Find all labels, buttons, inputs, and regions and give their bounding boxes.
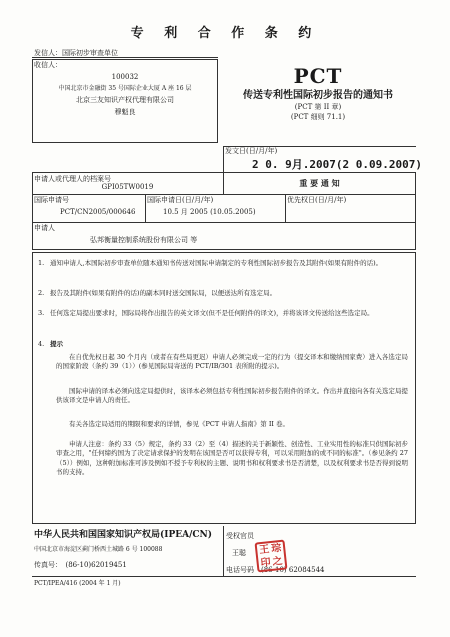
item-text: 报告及其附件(如果有附件的话)的副本同时送交国际局，以便送达所有选定局。 xyxy=(50,289,277,297)
office-name: 中华人民共和国国家知识产权局(IPEA/CN) xyxy=(34,530,213,540)
item-number: 3. xyxy=(38,309,45,317)
divider xyxy=(32,194,416,195)
recipient-agent: 穆魁良 xyxy=(114,108,136,116)
rule-label: (PCT 细则 71.1) xyxy=(290,113,346,121)
hints-paragraph: 国际申请的译本必须向选定局提供时，该译本必须包括专利性国际初步报告附件的译文。作出并直接向各有关选定局提供该译文是申请人的责任。 xyxy=(56,387,408,405)
form-id: PCT/IPEA/416 (2004 年 1 月) xyxy=(34,580,121,587)
intl-app-no-value: PCT/CN2005/000646 xyxy=(60,208,136,216)
intl-filing-date-value: 10.5 月 2005 (10.05.2005) xyxy=(163,208,256,216)
sender-line: 发信人：国际初步审查单位 xyxy=(34,49,118,57)
office-fax: 传真号： (86-10)62019451 xyxy=(34,561,127,569)
priority-date-label: 优先权日(日/月/年) xyxy=(287,196,347,204)
item-text: 通知申请人,本国际初步审查单位随本通知书传送对国际申请制定的专利性国际初步报告及其附件(如果有附件的话)。 xyxy=(50,259,383,267)
hints-paragraph: 在自优先权日起 30 个月内（或者在有些局更迟）申请人必须完成一定的行为（提交译本和缴纳国家费）进入各选定局的国家阶段（条约 39（1））(参见国际局寄送的 PCT/IB/301 表所附的提示)。 xyxy=(56,353,408,371)
item-number: 1. xyxy=(38,259,45,267)
applicant-value: 弘邦衡量控制系统股份有限公司 等 xyxy=(90,236,198,244)
intl-filing-date-label: 国际申请日(日/月/年) xyxy=(147,196,214,204)
official-seal: 王 琮 印 之 xyxy=(255,540,288,573)
pct-heading: PCT xyxy=(293,64,343,88)
applicant-label: 申请人 xyxy=(34,224,55,232)
officer-name: 王聪 xyxy=(232,549,246,557)
hints-heading: 提示 xyxy=(50,340,63,348)
recipient-label: 收信人： xyxy=(34,61,62,69)
divider xyxy=(285,194,286,222)
recipient-postcode: 100032 xyxy=(111,73,139,81)
divider xyxy=(145,194,146,222)
document-title: 专 利 合 作 条 约 xyxy=(130,26,320,41)
divider xyxy=(223,146,224,172)
divider xyxy=(223,526,224,576)
divider xyxy=(32,576,416,577)
chapter-label: (PCT 第 II 章) xyxy=(294,103,342,111)
recipient-firm: 北京三友知识产权代理有限公司 xyxy=(76,96,174,104)
item-number: 4. xyxy=(38,340,45,348)
mailing-date-value: 2 0. 9月.2007(2 0.09.2007) xyxy=(252,158,422,171)
divider xyxy=(32,57,218,58)
intl-app-no-label: 国际申请号 xyxy=(34,196,69,204)
file-ref-label: 申请人或代理人的档案号 xyxy=(34,175,111,183)
office-address: 中国北京市海淀区蓟门桥西土城路 6 号 100088 xyxy=(34,546,163,553)
officer-phone: 电话号码 (86-10) 62084544 xyxy=(226,566,325,574)
recipient-address: 中国北京市金融街 35 号国际企业大厦 A 座 16 层 xyxy=(58,85,192,92)
mailing-date-label: 发文日(日/月/年) xyxy=(225,147,278,155)
hints-paragraph: 有关各选定局适用的期限和要求的详情，参见《PCT 申请人指南》第 II 卷。 xyxy=(69,420,290,428)
officer-label: 受权官员 xyxy=(226,532,254,540)
hints-paragraph: 申请人注意：条约 33（5）规定，条约 33（2）至（4）描述的关于新颖性、创造性、工业实用性的标准只供国际初步审查之用，"任何缔约国为了决定请求保护的发明在该国是否可以获得专利，可以采用附加的或不同的标准"。（参见条约 27（5））例如，这种附加标准可涉及例如不授予专利权的主题、说明书和权利要求书是否清楚，以及权利要求书是否得到说明书的支持。 xyxy=(56,440,408,477)
file-ref-value: GPI05TW0019 xyxy=(101,183,154,191)
item-number: 2. xyxy=(38,289,45,297)
notice-title: 传送专利性国际初步报告的通知书 xyxy=(243,90,393,101)
divider xyxy=(32,222,416,223)
important-notice: 重 要 通 知 xyxy=(299,178,340,188)
item-text: 任何选定局提出要求时，国际局将作出报告的英文译文(但不是任何附件的译文)，并将该译文传送给这些选定局。 xyxy=(50,309,374,317)
